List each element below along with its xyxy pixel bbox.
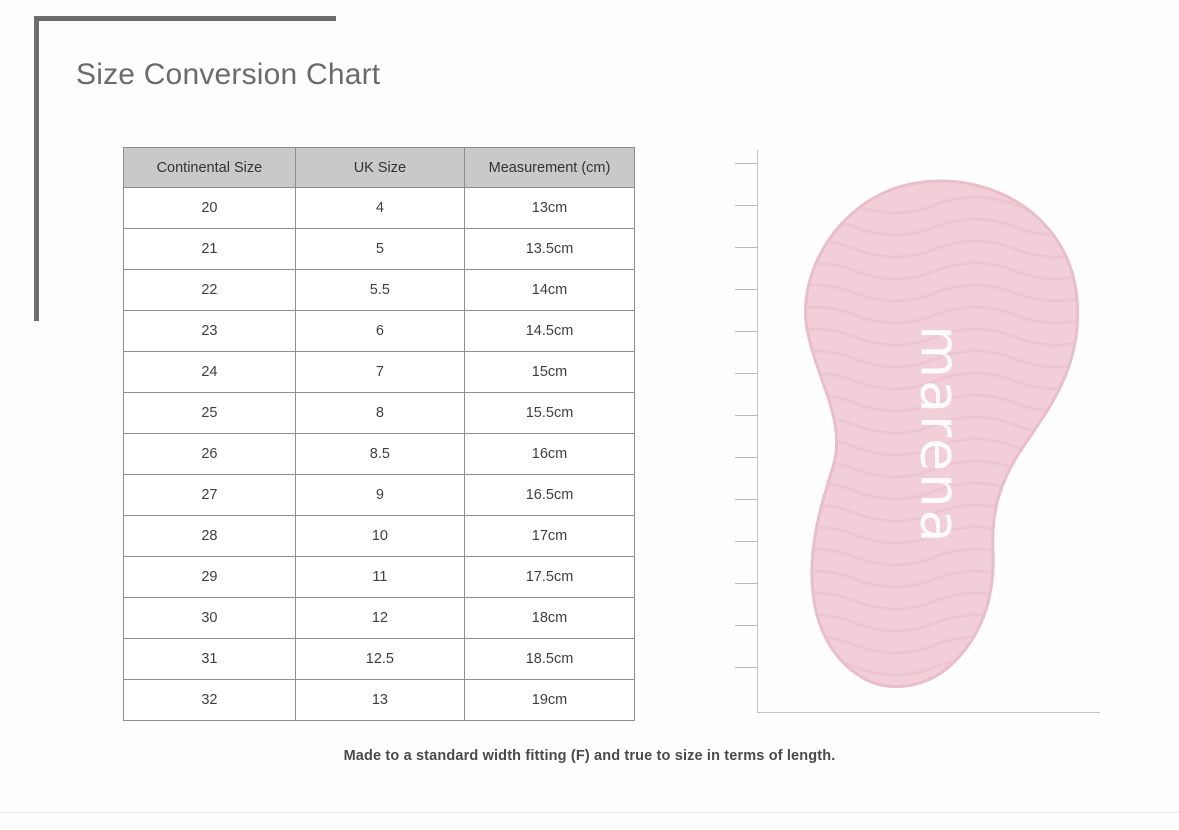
cell-uk-size: 12	[295, 598, 464, 639]
table-row	[124, 598, 635, 639]
cell-continental-size: 22	[124, 270, 296, 311]
bottom-divider	[0, 812, 1179, 813]
page-title: Size Conversion Chart	[76, 58, 381, 91]
ruler-tick	[735, 205, 757, 206]
column-header-measurement-cm: Measurement (cm)	[465, 148, 635, 188]
ruler-tick	[735, 289, 757, 290]
cell-measurement: 15cm	[465, 352, 635, 393]
cell-uk-size: 12.5	[295, 639, 464, 680]
shoe-sole-illustration	[795, 175, 1085, 695]
measurement-illustration	[735, 150, 1100, 715]
cell-uk-size: 6	[295, 311, 464, 352]
table-row	[124, 434, 635, 475]
cell-continental-size: 26	[124, 434, 296, 475]
ruler-tick	[735, 331, 757, 332]
ruler-tick	[735, 625, 757, 626]
ruler-tick	[735, 415, 757, 416]
cell-uk-size: 8	[295, 393, 464, 434]
table-row	[124, 270, 635, 311]
cell-uk-size: 10	[295, 516, 464, 557]
cell-continental-size: 27	[124, 475, 296, 516]
table-body	[124, 188, 635, 721]
cell-continental-size: 20	[124, 188, 296, 229]
table-row	[124, 475, 635, 516]
cell-measurement: 14cm	[465, 270, 635, 311]
cell-measurement: 19cm	[465, 680, 635, 721]
column-header-uk-size: UK Size	[295, 148, 464, 188]
cell-uk-size: 7	[295, 352, 464, 393]
cell-continental-size: 24	[124, 352, 296, 393]
size-conversion-table	[123, 147, 635, 721]
ruler-tick	[735, 247, 757, 248]
cell-measurement: 13.5cm	[465, 229, 635, 270]
table-header	[124, 148, 635, 188]
cell-uk-size: 4	[295, 188, 464, 229]
table-row	[124, 229, 635, 270]
column-header-continental-size: Continental Size	[124, 148, 296, 188]
cell-measurement: 18cm	[465, 598, 635, 639]
cell-uk-size: 9	[295, 475, 464, 516]
cell-measurement: 15.5cm	[465, 393, 635, 434]
cell-measurement: 17cm	[465, 516, 635, 557]
cell-continental-size: 29	[124, 557, 296, 598]
cell-uk-size: 8.5	[295, 434, 464, 475]
ruler-tick	[735, 499, 757, 500]
cell-continental-size: 28	[124, 516, 296, 557]
cell-measurement: 17.5cm	[465, 557, 635, 598]
cell-continental-size: 25	[124, 393, 296, 434]
cell-uk-size: 5.5	[295, 270, 464, 311]
ruler-baseline	[757, 712, 1100, 713]
cell-uk-size: 5	[295, 229, 464, 270]
cell-continental-size: 23	[124, 311, 296, 352]
cell-measurement: 16cm	[465, 434, 635, 475]
table-row	[124, 188, 635, 229]
ruler-tick	[735, 541, 757, 542]
cell-measurement: 14.5cm	[465, 311, 635, 352]
footnote-text: Made to a standard width fitting (F) and true to size in terms of length.	[343, 748, 836, 764]
table-row	[124, 680, 635, 721]
cell-measurement: 18.5cm	[465, 639, 635, 680]
ruler-tick	[735, 373, 757, 374]
table-row	[124, 352, 635, 393]
brand-wordmark: marena	[908, 325, 972, 545]
cell-continental-size: 30	[124, 598, 296, 639]
cell-measurement: 16.5cm	[465, 475, 635, 516]
table-row	[124, 639, 635, 680]
table-header-row	[124, 148, 635, 188]
cell-continental-size: 21	[124, 229, 296, 270]
table-row	[124, 557, 635, 598]
table-row	[124, 311, 635, 352]
cell-continental-size: 31	[124, 639, 296, 680]
cell-uk-size: 13	[295, 680, 464, 721]
table-row	[124, 516, 635, 557]
ruler-tick	[735, 163, 757, 164]
cell-continental-size: 32	[124, 680, 296, 721]
ruler-tick	[735, 667, 757, 668]
cell-measurement: 13cm	[465, 188, 635, 229]
ruler-tick	[735, 457, 757, 458]
ruler-tick	[735, 583, 757, 584]
table-row	[124, 393, 635, 434]
ruler-vertical-axis	[757, 150, 758, 713]
cell-uk-size: 11	[295, 557, 464, 598]
